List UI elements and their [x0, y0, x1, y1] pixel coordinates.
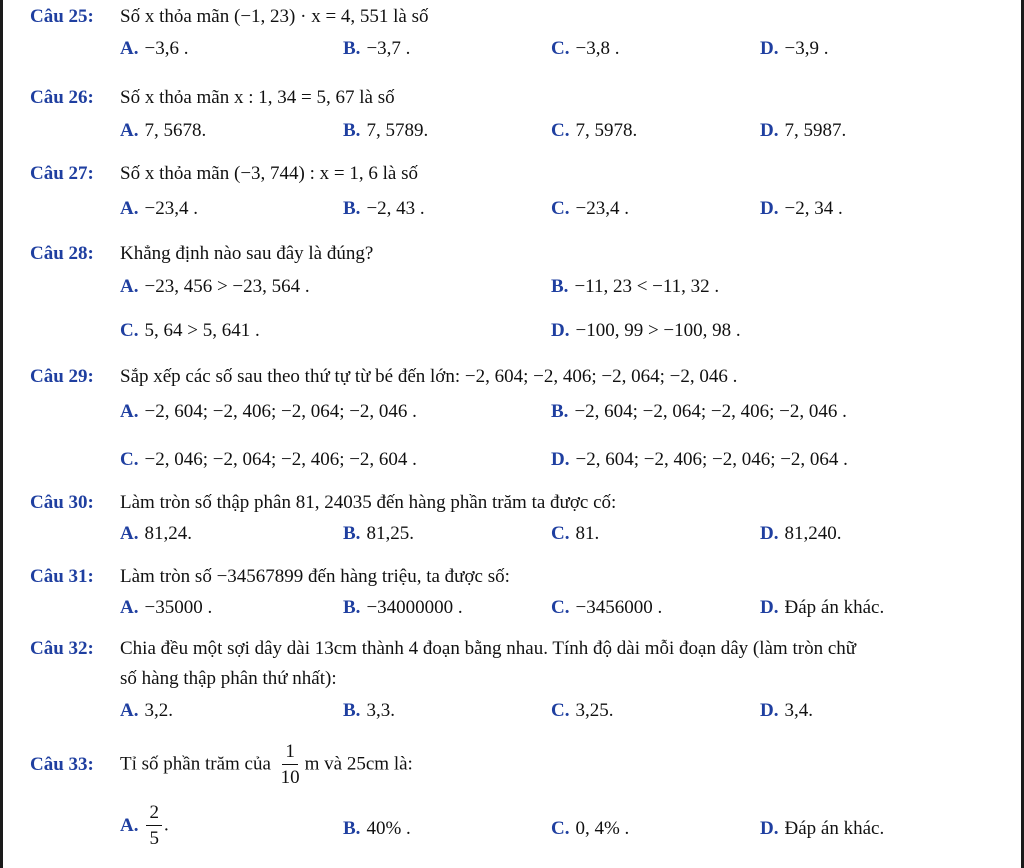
option-a[interactable]: A. −2, 604; −2, 406; −2, 064; −2, 046 .: [120, 401, 417, 422]
option-b[interactable]: B. 7, 5789.: [343, 120, 429, 141]
question-number: Câu 31:: [30, 566, 94, 587]
option-c[interactable]: C. −3,8 .: [551, 38, 620, 59]
question-stem: Số x thỏa mãn (−1, 23) · x = 4, 551 là số: [120, 6, 429, 27]
option-a[interactable]: A. −35000 .: [120, 597, 213, 618]
question-29: [30, 366, 737, 388]
option-a[interactable]: A. −3,6 .: [120, 38, 189, 59]
question-stem: Làm tròn số thập phân 81, 24035 đến hàng phần trăm ta được cố:: [120, 492, 617, 513]
question-33: [30, 742, 413, 787]
option-d[interactable]: D. −3,9 .: [760, 38, 829, 59]
option-d[interactable]: D. −2, 604; −2, 406; −2, 046; −2, 064 .: [551, 449, 848, 470]
question-stem: Khẳng định nào sau đây là đúng?: [120, 243, 374, 264]
option-a[interactable]: A. 81,24.: [120, 523, 192, 544]
option-c[interactable]: C. −23,4 .: [551, 198, 629, 219]
option-b[interactable]: B. −3,7 .: [343, 38, 411, 59]
option-b[interactable]: B. −34000000 .: [343, 597, 463, 618]
question-number: Câu 27:: [30, 163, 94, 184]
option-d[interactable]: D. 81,240.: [760, 523, 842, 544]
option-c[interactable]: C. −3456000 .: [551, 597, 663, 618]
question-stem: Chia đều một sợi dây dài 13cm thành 4 đoạn bằng nhau. Tính độ dài mỗi đoạn dây (làm tròn chữ: [120, 638, 857, 659]
question-stem: Số x thỏa mãn (−3, 744) : x = 1, 6 là số: [120, 163, 418, 184]
question-27: [30, 163, 418, 185]
question-31: [30, 566, 510, 588]
fraction: $\frac{1}{10}$: [280, 741, 300, 788]
option-c[interactable]: C. −2, 046; −2, 064; −2, 406; −2, 604 .: [120, 449, 417, 470]
question-number: Câu 28:: [30, 243, 94, 264]
question-number: Câu 33:: [30, 753, 94, 775]
option-c[interactable]: C. 5, 64 > 5, 641 .: [120, 320, 260, 341]
question-28: [30, 243, 373, 265]
question-number: Câu 30:: [30, 492, 94, 513]
question-25: [30, 6, 429, 28]
option-b[interactable]: B. −2, 43 .: [343, 198, 425, 219]
option-b[interactable]: B. 3,3.: [343, 700, 395, 721]
option-a[interactable]: A. 3,2.: [120, 700, 173, 721]
question-30: [30, 492, 616, 514]
question-stem: Sắp xếp các số sau theo thứ tự từ bé đến lớn: −2, 604; −2, 406; −2, 064; −2, 046 .: [120, 366, 738, 387]
option-c[interactable]: C. 3,25.: [551, 700, 614, 721]
question-stem: Tỉ số phần trăm của: [120, 753, 271, 775]
option-a[interactable]: A. −23,4 .: [120, 198, 198, 219]
option-d[interactable]: D. 3,4.: [760, 700, 813, 721]
option-b[interactable]: B. 40% .: [343, 818, 411, 839]
option-c[interactable]: C. 7, 5978.: [551, 120, 638, 141]
question-number: Câu 29:: [30, 366, 94, 387]
option-d[interactable]: D. Đáp án khác.: [760, 597, 885, 618]
option-b[interactable]: B. −11, 23 < −11, 32 .: [551, 276, 720, 297]
option-a[interactable]: A. 7, 5678.: [120, 120, 207, 141]
option-b[interactable]: B. 81,25.: [343, 523, 414, 544]
fraction: $\frac{2}{5}$: [146, 803, 162, 848]
question-stem: Làm tròn số −34567899 đến hàng triệu, ta được số:: [120, 566, 510, 587]
question-stem-after: m và 25cm là:: [304, 753, 413, 775]
option-a[interactable]: A. $\frac{2}{5}$ .: [120, 802, 169, 849]
option-d[interactable]: D. −2, 34 .: [760, 198, 843, 219]
question-32: [30, 638, 856, 660]
question-number: Câu 26:: [30, 87, 94, 108]
question-stem: Số x thỏa mãn x : 1, 34 = 5, 67 là số: [120, 87, 395, 108]
question-number: Câu 25:: [30, 6, 94, 27]
option-b[interactable]: B. −2, 604; −2, 064; −2, 406; −2, 046 .: [551, 401, 847, 422]
option-d[interactable]: D. Đáp án khác.: [760, 818, 885, 839]
question-26: [30, 87, 395, 109]
option-d[interactable]: D. 7, 5987.: [760, 120, 847, 141]
question-stem-line2: số hàng thập phân thứ nhất):: [120, 668, 337, 689]
option-c[interactable]: C. 0, 4% .: [551, 818, 630, 839]
question-number: Câu 32:: [30, 638, 94, 659]
option-a[interactable]: A. −23, 456 > −23, 564 .: [120, 276, 310, 297]
option-d[interactable]: D. −100, 99 > −100, 98 .: [551, 320, 741, 341]
option-c[interactable]: C. 81.: [551, 523, 600, 544]
